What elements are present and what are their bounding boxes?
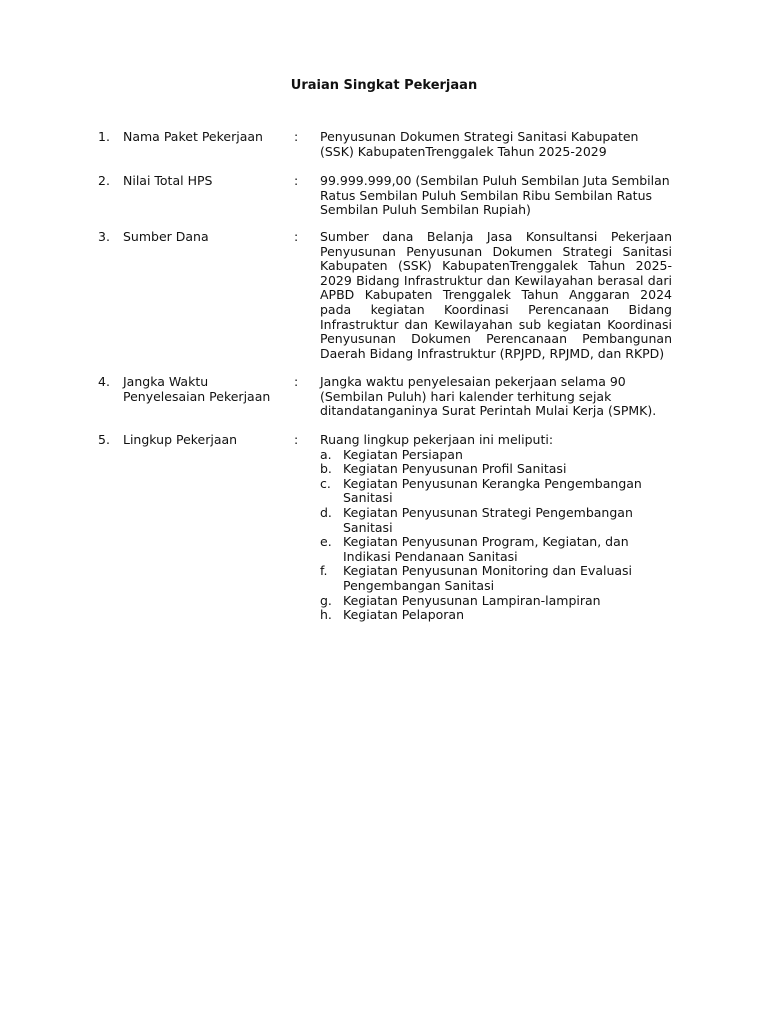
item-colon: : [294, 374, 299, 389]
list-letter: g. [320, 592, 332, 608]
item-number: 4. [98, 374, 110, 389]
item-label: Nilai Total HPS [123, 173, 213, 188]
list-text: Kegiatan Penyusunan Monitoring dan Evaluasi Pengembangan Sanitasi [343, 563, 633, 593]
list-letter: f. [320, 563, 328, 579]
scope-list [320, 448, 672, 623]
list-item [320, 608, 672, 623]
item-number: 3. [98, 229, 110, 244]
item-value: Penyusunan Dokumen Strategi Sanitasi Kabupaten (SSK) KabupatenTrenggalek Tahun 2025-2029 [320, 129, 639, 159]
scope-intro: Ruang lingkup pekerjaan ini meliputi: [320, 432, 554, 447]
list-letter: a. [320, 446, 332, 462]
item-value [320, 433, 672, 623]
item-value: Sumber dana Belanja Jasa Konsultansi Pekerjaan Penyusunan Penyusunan Dokumen Strategi Sanitasi Kabupaten (SSK) KabupatenTrenggalek Tahun 2025-2029 Bidang Infrastruktur dan Kewilayahan berasal dari APBD Kabupaten Trenggalek Tahun Anggaran 2024 pada kegiatan Koordinasi Perencanaan Bidang Infrastruktur dan Kewilayahan sub kegiatan Koordinasi Penyusunan Dokumen Perencanaan Pembangunan Daerah Bidang Infrastruktur (RPJPD, RPJMD, dan RKPD) [320, 229, 672, 361]
item-number: 1. [98, 129, 110, 144]
item-label: Nama Paket Pekerjaan [123, 129, 263, 144]
item-colon: : [294, 129, 299, 144]
list-letter: d. [320, 504, 332, 520]
list-item [320, 535, 672, 564]
list-text: Kegiatan Penyusunan Profil Sanitasi [343, 461, 567, 477]
list-text: Kegiatan Penyusunan Kerangka Pengembangan Sanitasi [343, 475, 642, 506]
item-label: Lingkup Pekerjaan [123, 432, 238, 447]
list-item [320, 477, 672, 506]
list-letter: e. [320, 534, 332, 550]
item-colon: : [294, 173, 299, 188]
list-text: Kegiatan Pelaporan [343, 607, 465, 623]
list-letter: h. [320, 607, 332, 623]
item-number: 5. [98, 432, 110, 447]
item-colon: : [294, 432, 299, 447]
list-item [320, 462, 672, 477]
item-number: 2. [98, 173, 110, 188]
list-letter: b. [320, 461, 332, 477]
item-value: 99.999.999,00 (Sembilan Puluh Sembilan Juta Sembilan Ratus Sembilan Puluh Sembilan Ribu Sembilan Ratus Sembilan Puluh Sembilan Rupiah) [320, 173, 670, 218]
item-label: Jangka Waktu Penyelesaian Pekerjaan [123, 374, 271, 404]
list-item [320, 564, 672, 593]
list-letter: c. [320, 475, 331, 491]
item-label: Sumber Dana [123, 229, 209, 244]
list-text: Kegiatan Penyusunan Lampiran-lampiran [343, 592, 601, 608]
list-text: Kegiatan Persiapan [343, 446, 463, 462]
item-colon: : [294, 229, 299, 244]
list-text: Kegiatan Penyusunan Program, Kegiatan, dan Indikasi Pendanaan Sanitasi [343, 534, 629, 564]
list-item [320, 506, 672, 535]
item-value: Jangka waktu penyelesaian pekerjaan selama 90 (Sembilan Puluh) hari kalender terhitung sejak ditandatanganinya Surat Perintah Mulai Kerja (SPMK). [320, 374, 657, 419]
list-item [320, 448, 672, 463]
document-title: Uraian Singkat Pekerjaan [290, 78, 478, 93]
list-item [320, 594, 672, 609]
list-text: Kegiatan Penyusunan Strategi Pengembangan Sanitasi [343, 504, 633, 535]
